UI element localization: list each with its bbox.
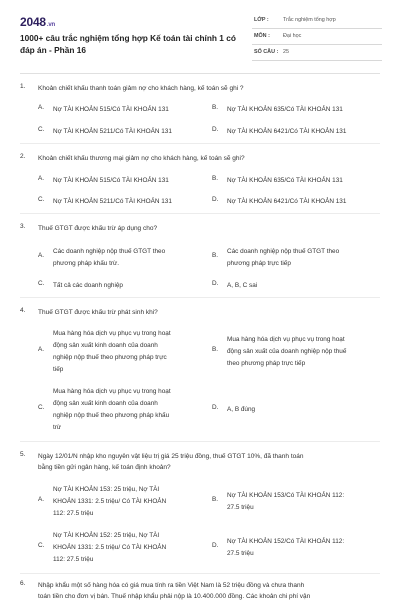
question-number: 1. <box>20 83 26 90</box>
question-divider <box>20 573 380 574</box>
meta-panel <box>252 13 382 61</box>
question-divider <box>20 297 380 298</box>
question-number: 6. <box>20 580 26 587</box>
header-divider <box>20 73 380 74</box>
option-a[interactable]: A. Các doanh nghiệp nộp thuế GTGT theo phương pháp khấu trừ. <box>38 248 166 267</box>
question-stem-line: toán tiền cho đơn vị bán. Thuế nhập khẩu phải nộp là 10.400.000 đồng. Các khoản chi phí vận <box>38 593 311 600</box>
option-a[interactable]: A. Mua hàng hóa dịch vụ phục vụ trong hoạt động sản xuất kinh doanh của doanh nghiệp nộp thuế theo phương pháp trực tiếp <box>38 330 171 373</box>
site-logo[interactable]: 2048.vn <box>20 15 55 29</box>
question-stem-line: Nhập khẩu một số hàng hóa có giá mua tính ra tiền Việt Nam là 52 triệu đồng và chưa thanh <box>38 582 305 589</box>
option-d[interactable]: D. Nợ TÀI KHOẢN 152/Có TÀI KHOẢN 112: 27.5 triệu <box>212 538 345 557</box>
option-a[interactable]: A. Nợ TÀI KHOẢN 153: 25 triệu, Nợ TÀI KHOẢN 1331: 2.5 triệu/ Có TÀI KHOẢN 112: 27.5 triệu <box>38 486 167 517</box>
meta-value: Trắc nghiệm tổng hợp <box>283 17 336 23</box>
document-header <box>0 0 400 66</box>
question-6 <box>20 580 380 600</box>
question-number: 4. <box>20 307 26 314</box>
option-c[interactable]: C. Mua hàng hóa dịch vụ phục vụ trong hoạt động sản xuất kinh doanh của doanh nghiệp nộp thuế theo phương pháp khấu trừ <box>38 388 171 431</box>
meta-key: SỐ CÂU : <box>254 49 279 55</box>
meta-value: 25 <box>283 49 289 55</box>
question-divider <box>20 441 380 442</box>
document-title: 1000+ câu trắc nghiệm tổng hợp Kế toán tài chính 1 có đáp án - Phần 16 <box>20 33 236 55</box>
meta-row-count <box>252 45 382 61</box>
question-number: 3. <box>20 223 26 230</box>
question-divider <box>20 143 380 144</box>
question-number: 2. <box>20 153 26 160</box>
question-stem: Khoản chiết khấu thương mại giảm nợ cho khách hàng, kế toán sẽ ghi? <box>38 155 245 162</box>
option-c[interactable]: C. Nợ TÀI KHOẢN 152: 25 triệu, Nợ TÀI KHOẢN 1331: 2.5 triệu/ Có TÀI KHOẢN 112: 27.5 triệu <box>38 532 167 563</box>
meta-row-class <box>252 13 382 29</box>
meta-key: LỚP : <box>254 17 269 23</box>
question-5 <box>20 451 380 475</box>
question-stem: Thuế GTGT được khấu trừ áp dụng cho? <box>38 225 158 232</box>
option-b[interactable]: B. Mua hàng hóa dịch vụ phục vụ trong hoạt động sản xuất của doanh nghiệp nộp thuế theo phương pháp trực tiếp <box>212 336 347 367</box>
question-stem: Khoản chiết khấu thanh toán giảm nợ cho khách hàng, kế toán sẽ ghi ? <box>38 85 244 92</box>
meta-key: MÔN : <box>254 33 270 39</box>
meta-value: Đại học <box>283 33 302 39</box>
question-stem-line: Ngày 12/01/N nhập kho nguyên vật liệu trị giá 25 triệu đồng, thuế GTGT 10%, đã thanh toán <box>38 453 304 460</box>
question-divider <box>20 213 380 214</box>
meta-row-subject <box>252 29 382 45</box>
question-stem: Thuế GTGT được khấu trừ phát sinh khi? <box>38 309 158 316</box>
question-number: 5. <box>20 451 26 458</box>
option-b[interactable]: B. Các doanh nghiệp nộp thuế GTGT theo phương pháp trực tiếp <box>212 248 340 267</box>
question-stem-line: bằng tiền gửi ngân hàng, kế toán định khoản? <box>38 464 171 471</box>
option-b[interactable]: B. Nợ TÀI KHOẢN 153/Có TÀI KHOẢN 112: 27.5 triệu <box>212 492 345 511</box>
